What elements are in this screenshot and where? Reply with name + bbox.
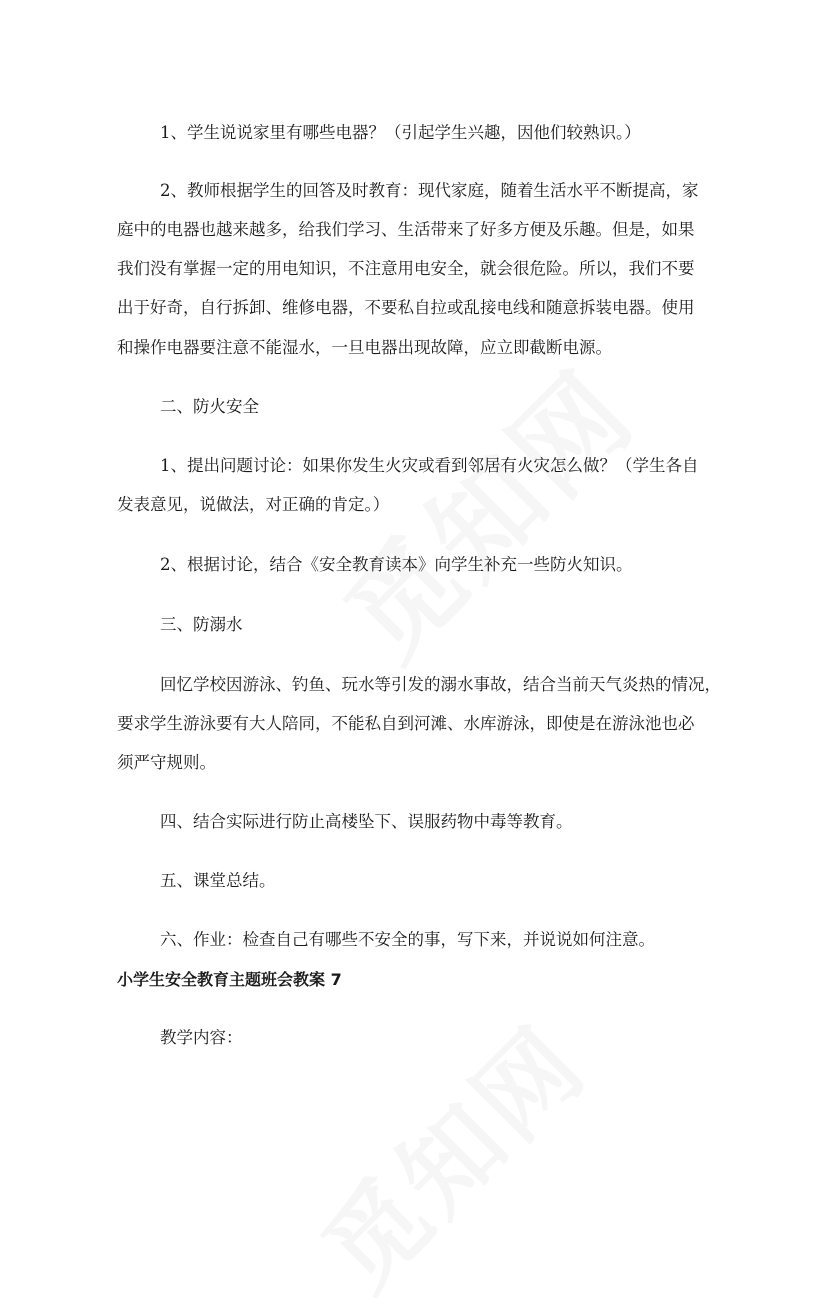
paragraph-line: 庭中的电器也越来越多，给我们学习、生活带来了好多方便及乐趣。但是，如果 xyxy=(117,220,695,239)
lesson-heading: 小学生安全教育主题班会教案 7 xyxy=(117,970,342,989)
section-title: 六、作业：检查自己有哪些不安全的事，写下来，并说说如何注意。 xyxy=(160,930,655,949)
section-title: 四、结合实际进行防止高楼坠下、误服药物中毒等教育。 xyxy=(160,812,573,831)
paragraph-line: 1、学生说说家里有哪些电器？（引起学生兴趣，因他们较熟识。） xyxy=(160,123,641,142)
paragraph-line: 2、根据讨论，结合《安全教育读本》向学生补充一些防火知识。 xyxy=(160,555,633,574)
paragraph-line: 1、提出问题讨论：如果你发生火灾或看到邻居有火灾怎么做？（学生各自 xyxy=(160,456,699,475)
paragraph-line: 发表意见，说做法，对正确的肯定。） xyxy=(117,495,390,514)
paragraph-line: 要求学生游泳要有大人陪同，不能私自到河滩、水库游泳，即使是在游泳池也必 xyxy=(117,714,695,733)
paragraph-line: 2、教师根据学生的回答及时教育：现代家庭，随着生活水平不断提高，家 xyxy=(160,181,699,200)
paragraph-line: 和操作电器要注意不能湿水，一旦电器出现故障，应立即截断电源。 xyxy=(117,338,612,357)
section-title: 三、防溺水 xyxy=(160,615,243,634)
section-title: 五、课堂总结。 xyxy=(160,871,276,890)
paragraph-line: 回忆学校因游泳、钓鱼、玩水等引发的溺水事故，结合当前天气炎热的情况， xyxy=(160,675,721,694)
paragraph-line: 出于好奇，自行拆卸、维修电器，不要私自拉或乱接电线和随意拆装电器。使用 xyxy=(117,298,695,317)
section-title: 二、防火安全 xyxy=(160,397,259,416)
paragraph-line: 我们没有掌握一定的用电知识，不注意用电安全，就会很危险。所以，我们不要 xyxy=(117,259,695,278)
paragraph-line: 须严守规则。 xyxy=(117,753,216,772)
paragraph-line: 教学内容： xyxy=(160,1028,243,1047)
watermark xyxy=(286,989,613,1315)
